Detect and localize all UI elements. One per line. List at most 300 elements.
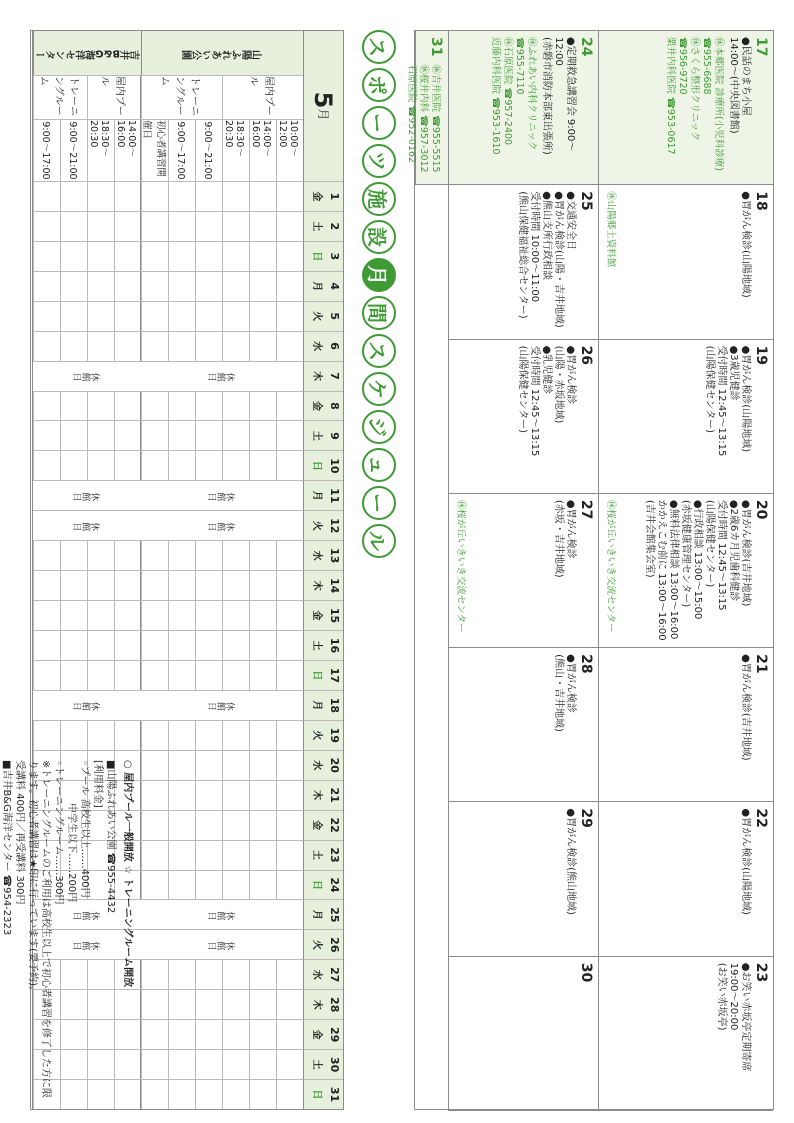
event-text: ●交通安全日 ●胃がん検診(山陽・吉井地域) ●熊山支所行政相談 受付時間 10:00～11:00 (熊山保健福祉総合センター) — [517, 191, 576, 328]
day-weekday: 月 — [311, 281, 322, 292]
schedule-cell — [168, 870, 195, 900]
schedule-cell — [195, 989, 222, 1019]
schedule-cell — [222, 1049, 249, 1079]
schedule-cell — [114, 450, 141, 480]
calendar-day-cell — [406, 31, 448, 185]
schedule-cell — [222, 211, 249, 241]
schedule-cell — [195, 1019, 222, 1049]
schedule-cell — [195, 1049, 222, 1079]
day-weekday: 金 — [311, 401, 322, 411]
schedule-cell — [195, 271, 222, 301]
day-weekday: 日 — [311, 670, 322, 681]
day-weekday: 金 — [311, 820, 322, 831]
day-header — [303, 271, 343, 301]
schedule-cell — [33, 331, 60, 361]
day-date: 23 — [328, 847, 341, 863]
schedule-cell — [249, 840, 276, 870]
day-number: 17 — [753, 37, 769, 57]
day-number: 30 — [578, 962, 594, 983]
closed-day-marker: 休館日 — [141, 899, 303, 929]
schedule-cell — [33, 420, 60, 450]
day-number: 28 — [578, 654, 594, 674]
note-line: 受講料 400円／再受講料 300円 — [14, 760, 25, 905]
calendar-day-cell — [598, 340, 773, 494]
schedule-cell — [276, 420, 303, 450]
title-char: ス — [362, 30, 396, 64]
schedule-cell — [222, 301, 249, 331]
event-text: ●胃がん検診(熊山地域) — [565, 808, 576, 915]
schedule-cell — [87, 211, 114, 241]
day-date: 18 — [328, 697, 341, 713]
schedule-cell — [114, 660, 141, 690]
day-date: 9 — [328, 432, 341, 440]
schedule-cell — [249, 420, 276, 450]
schedule-cell — [276, 271, 303, 301]
calendar-day-cell — [448, 31, 598, 185]
calendar-day-cell — [598, 802, 773, 956]
schedule-cell — [141, 1019, 168, 1049]
title-char: 設 — [362, 220, 396, 254]
schedule-cell — [60, 660, 87, 690]
schedule-cell — [168, 1079, 195, 1109]
schedule-cell — [168, 391, 195, 421]
closed-day-marker: 休館日 — [33, 929, 141, 959]
schedule-cell — [276, 959, 303, 989]
day-header — [303, 630, 343, 660]
schedule-cell — [33, 720, 60, 750]
schedule-cell — [141, 989, 168, 1019]
schedule-cell — [249, 391, 276, 421]
closed-day-marker: 休館日 — [141, 510, 303, 540]
title-char: ー — [362, 486, 396, 520]
schedule-cell — [222, 420, 249, 450]
schedule-cell — [222, 331, 249, 361]
facility-name: 吉井B&G海洋センター — [33, 31, 141, 75]
title-char: 施 — [362, 182, 396, 216]
day-header — [303, 331, 343, 361]
schedule-cell — [141, 600, 168, 630]
schedule-cell — [276, 570, 303, 600]
day-weekday: 火 — [311, 520, 322, 531]
day-date: 22 — [328, 817, 341, 833]
day-date: 25 — [328, 907, 341, 923]
schedule-cell — [222, 870, 249, 900]
schedule-cell — [195, 840, 222, 870]
schedule-cell — [195, 450, 222, 480]
day-date: 20 — [328, 757, 341, 773]
schedule-cell — [141, 211, 168, 241]
schedule-cell — [60, 540, 87, 570]
schedule-cell — [249, 630, 276, 660]
event-text: ●胃がん検診(山陽地域) ●3歳児健診 受付時間 12:45～13:15 (山陽保健センター) — [704, 345, 751, 457]
day-weekday: 木 — [311, 790, 322, 801]
closed-day-marker: 休館日 — [141, 480, 303, 510]
holiday-clinic-info: ㊡ふれあい内科クリニック ☎955-7110 ㊡石原医院 ☎957-2400 近藤内科医院 ☎953-1610 — [490, 37, 537, 155]
schedule-cell — [249, 1079, 276, 1109]
schedule-cell — [168, 660, 195, 690]
schedule-cell — [276, 1049, 303, 1079]
schedule-cell — [195, 810, 222, 840]
schedule-cell — [60, 570, 87, 600]
schedule-cell — [276, 450, 303, 480]
day-header — [303, 361, 343, 391]
schedule-cell — [33, 271, 60, 301]
day-date: 5 — [328, 312, 341, 321]
day-weekday: 水 — [311, 969, 322, 980]
schedule-cell — [249, 540, 276, 570]
schedule-cell — [87, 600, 114, 630]
schedule-cell — [276, 331, 303, 361]
schedule-cell — [222, 959, 249, 989]
schedule-cell — [249, 660, 276, 690]
schedule-cell — [195, 181, 222, 211]
schedule-cell — [141, 420, 168, 450]
facility-section: 屋内プール — [87, 75, 141, 119]
schedule-cell — [141, 1079, 168, 1109]
schedule-cell — [249, 870, 276, 900]
schedule-cell — [141, 720, 168, 750]
day-weekday: 土 — [311, 430, 322, 441]
closed-day-marker: 休館日 — [33, 510, 141, 540]
schedule-cell — [276, 1079, 303, 1109]
schedule-cell — [33, 241, 60, 271]
schedule-cell — [33, 211, 60, 241]
schedule-cell — [195, 331, 222, 361]
time-slot: 18:30～20:30 — [87, 119, 114, 181]
schedule-cell — [249, 1019, 276, 1049]
schedule-cell — [168, 750, 195, 780]
day-header — [303, 570, 343, 600]
day-weekday: 日 — [311, 460, 322, 471]
event-text: ●民話のまち小屋 14:00～(中央図書館) — [728, 37, 751, 134]
schedule-cell — [249, 1049, 276, 1079]
day-weekday: 土 — [311, 221, 322, 232]
schedule-cell — [222, 780, 249, 810]
day-date: 10 — [328, 458, 341, 474]
day-header — [303, 870, 343, 900]
day-weekday: 金 — [311, 191, 322, 202]
note-line: ◦トレーニングルーム……300円 — [53, 760, 64, 905]
day-weekday: 木 — [311, 999, 322, 1010]
schedule-cell — [168, 241, 195, 271]
schedule-cell — [276, 989, 303, 1019]
schedule-cell — [222, 989, 249, 1019]
schedule-cell — [87, 450, 114, 480]
day-number: 26 — [578, 345, 594, 366]
schedule-cell — [195, 600, 222, 630]
schedule-cell — [87, 391, 114, 421]
calendar-day-cell — [598, 31, 773, 185]
schedule-cell — [195, 1079, 222, 1109]
schedule-cell — [33, 181, 60, 211]
day-date: 27 — [328, 967, 341, 983]
closed-day-marker: 休館日 — [33, 361, 141, 391]
title-char: ス — [362, 334, 396, 368]
schedule-cell — [276, 301, 303, 331]
schedule-cell — [33, 450, 60, 480]
schedule-cell — [141, 630, 168, 660]
event-text: ●胃がん検診(山陽地域) — [740, 191, 751, 298]
day-date: 1 — [328, 192, 341, 201]
schedule-cell — [33, 630, 60, 660]
day-date: 2 — [328, 222, 341, 231]
day-header — [303, 989, 343, 1019]
day-weekday: 日 — [311, 251, 322, 262]
day-weekday: 火 — [311, 730, 322, 741]
day-header — [303, 959, 343, 989]
day-weekday: 金 — [311, 610, 322, 621]
event-text: ●胃がん検診(吉井地域) — [740, 654, 751, 761]
schedule-cell — [168, 301, 195, 331]
facility-section: 屋内プール — [222, 75, 303, 119]
time-slot: 18:30～20:30 — [222, 119, 249, 181]
schedule-cell — [114, 181, 141, 211]
schedule-cell — [60, 241, 87, 271]
holiday-clinic-info: ㊡本郷医院 診療所(小児科診療) ☎955-6688 ㊡さくら整形クリニック ☎956-9720 栗井内科医院 ☎953-0617 — [665, 37, 724, 171]
day-header — [303, 1019, 343, 1049]
day-number: 20 — [753, 499, 769, 520]
schedule-cell — [141, 391, 168, 421]
calendar-day-cell — [598, 648, 773, 802]
schedule-cell — [60, 450, 87, 480]
day-date: 17 — [328, 667, 341, 684]
day-weekday: 土 — [311, 1059, 322, 1070]
calendar-day-cell — [448, 648, 598, 802]
schedule-cell — [222, 1019, 249, 1049]
schedule-cell — [141, 959, 168, 989]
day-number: 29 — [578, 808, 594, 828]
day-header — [303, 600, 343, 630]
rest-facility: ㊡山陽郷土資料館 — [605, 191, 616, 268]
schedule-cell — [249, 301, 276, 331]
day-header — [303, 840, 343, 870]
note-line: ◦プール 高校生以上……400円 — [79, 760, 90, 898]
facility-section: トレーニングルーム — [141, 75, 222, 119]
schedule-cell — [222, 391, 249, 421]
schedule-cell — [168, 540, 195, 570]
schedule-cell — [195, 420, 222, 450]
month-heading — [303, 31, 343, 181]
schedule-cell — [33, 600, 60, 630]
event-calendar — [406, 30, 774, 1110]
schedule-cell — [141, 450, 168, 480]
time-slot: 9:00～17:00 — [33, 119, 60, 181]
schedule-cell — [276, 840, 303, 870]
day-header — [303, 899, 343, 929]
schedule-cell — [114, 391, 141, 421]
schedule-cell — [60, 720, 87, 750]
time-slot: 14:00～16:00 — [249, 119, 276, 181]
schedule-cell — [276, 870, 303, 900]
schedule-cell — [87, 630, 114, 660]
day-date: 29 — [328, 1026, 341, 1043]
day-header — [303, 540, 343, 570]
closed-day-marker: 休館日 — [33, 899, 141, 929]
day-date: 6 — [328, 342, 341, 350]
schedule-cell — [222, 720, 249, 750]
note-line: ※トレーニングルームのご利用は高校生以上で初心者講習を修了した方に限ります。初心者講習は★印に行っています(要予約)。 — [27, 760, 51, 1098]
schedule-cell — [222, 660, 249, 690]
rest-facility: ㊡桜が丘いきいき交流センター — [605, 499, 616, 633]
time-slot: 9:00～17:00 — [168, 119, 195, 181]
title-char: ジ — [362, 410, 396, 444]
schedule-cell — [276, 1019, 303, 1049]
schedule-cell — [114, 720, 141, 750]
schedule-cell — [60, 420, 87, 450]
schedule-cell — [60, 331, 87, 361]
day-date: 11 — [328, 488, 341, 504]
closed-day-marker: 休館日 — [141, 361, 303, 391]
day-number: 21 — [753, 654, 769, 674]
schedule-cell — [141, 870, 168, 900]
closed-day-marker: 休館日 — [33, 690, 141, 720]
day-header — [303, 510, 343, 540]
calendar-day-cell — [448, 957, 598, 1111]
schedule-cell — [222, 600, 249, 630]
schedule-cell — [276, 810, 303, 840]
day-weekday: 月 — [311, 490, 322, 501]
day-header — [303, 450, 343, 480]
note-line: ■吉井B&G海洋センター ☎954-2323 — [1, 760, 12, 936]
schedule-cell — [222, 840, 249, 870]
schedule-cell — [249, 181, 276, 211]
schedule-cell — [60, 181, 87, 211]
time-slot: 10:00～12:00 — [276, 119, 303, 181]
title-char: 月 — [362, 258, 396, 292]
title-char: ュ — [362, 448, 396, 482]
title-char: ー — [362, 106, 396, 140]
day-date: 4 — [328, 282, 341, 291]
schedule-cell — [33, 391, 60, 421]
day-header — [303, 660, 343, 690]
schedule-cell — [222, 750, 249, 780]
schedule-cell — [249, 570, 276, 600]
schedule-cell — [249, 331, 276, 361]
schedule-cell — [114, 301, 141, 331]
day-header — [303, 1049, 343, 1079]
event-text: ●お笑い赤坂亭定期寄席 19:00～20:00 (お笑い赤坂亭) — [716, 962, 751, 1072]
calendar-day-cell — [598, 185, 773, 339]
day-number: 18 — [753, 191, 769, 211]
day-date: 14 — [328, 577, 341, 594]
calendar-day-cell — [448, 185, 598, 339]
facility-notes — [0, 760, 134, 1100]
schedule-cell — [249, 959, 276, 989]
schedule-cell — [276, 660, 303, 690]
schedule-cell — [168, 271, 195, 301]
day-weekday: 水 — [311, 760, 322, 771]
schedule-cell — [141, 840, 168, 870]
calendar-day-cell — [448, 802, 598, 956]
schedule-cell — [276, 181, 303, 211]
schedule-cell — [114, 211, 141, 241]
day-weekday: 土 — [311, 850, 322, 861]
schedule-cell — [141, 1049, 168, 1079]
schedule-cell — [168, 840, 195, 870]
schedule-cell — [276, 630, 303, 660]
day-date: 21 — [328, 787, 341, 803]
day-weekday: 水 — [311, 341, 322, 352]
day-weekday: 火 — [311, 311, 322, 322]
schedule-cell — [168, 630, 195, 660]
title-char: 間 — [362, 296, 396, 330]
schedule-cell — [195, 630, 222, 660]
day-header — [303, 690, 343, 720]
schedule-cell — [249, 600, 276, 630]
day-number: 31 — [428, 37, 444, 57]
schedule-cell — [249, 720, 276, 750]
schedule-cell — [195, 211, 222, 241]
day-weekday: 土 — [311, 640, 322, 651]
day-date: 13 — [328, 548, 341, 564]
event-text: ●胃がん検診 (山陽・赤坂地域) ●乳児健診 受付時間 12:45～13:15 (山陽保健センター) — [517, 345, 576, 457]
schedule-cell — [249, 750, 276, 780]
holiday-clinic-info: ㊡吉井医院 ☎955-5515 ㊡桜井内科 ☎957-3012 石原医院 ☎952-0162 — [406, 64, 441, 173]
day-number: 19 — [753, 345, 769, 366]
schedule-cell — [195, 660, 222, 690]
schedule-cell — [87, 420, 114, 450]
schedule-cell — [195, 870, 222, 900]
schedule-cell — [114, 241, 141, 271]
schedule-cell — [33, 570, 60, 600]
schedule-cell — [168, 959, 195, 989]
legend: ○ 屋内プール一般開放 ☆ トレーニングルーム開放 — [122, 760, 133, 988]
schedule-cell — [141, 660, 168, 690]
day-header — [303, 181, 343, 211]
schedule-cell — [168, 420, 195, 450]
time-slot: 14:00～16:00 — [114, 119, 141, 181]
schedule-cell — [141, 750, 168, 780]
schedule-cell — [114, 331, 141, 361]
day-number: 22 — [753, 808, 769, 828]
schedule-cell — [141, 780, 168, 810]
day-date: 19 — [328, 727, 341, 743]
schedule-cell — [249, 271, 276, 301]
schedule-cell — [168, 780, 195, 810]
day-date: 15 — [328, 607, 341, 624]
schedule-cell — [60, 391, 87, 421]
day-header — [303, 1079, 343, 1109]
day-weekday: 木 — [311, 371, 322, 382]
day-weekday: 火 — [311, 939, 322, 950]
day-weekday: 日 — [311, 879, 322, 890]
schedule-cell — [87, 570, 114, 600]
day-date: 26 — [328, 937, 341, 953]
schedule-cell — [33, 301, 60, 331]
schedule-cell — [141, 301, 168, 331]
schedule-cell — [141, 271, 168, 301]
schedule-title — [356, 30, 402, 558]
day-header — [303, 780, 343, 810]
event-text: ●定期救急講習会 9:00～12:00 (赤磐市消防本部東出張所) — [541, 37, 576, 155]
schedule-cell — [222, 1079, 249, 1109]
day-weekday: 月 — [311, 700, 322, 711]
schedule-cell — [276, 211, 303, 241]
day-weekday: 水 — [311, 550, 322, 561]
schedule-cell — [60, 211, 87, 241]
schedule-cell — [222, 271, 249, 301]
day-header — [303, 480, 343, 510]
day-header — [303, 301, 343, 331]
time-slot: 9:00～21:00 — [195, 119, 222, 181]
schedule-cell — [168, 720, 195, 750]
day-header — [303, 211, 343, 241]
schedule-cell — [168, 600, 195, 630]
schedule-cell — [114, 600, 141, 630]
note-line: ■山陽ふれあい公園 ☎955-4432 — [105, 760, 116, 914]
schedule-cell — [276, 391, 303, 421]
day-number: 27 — [578, 499, 594, 520]
